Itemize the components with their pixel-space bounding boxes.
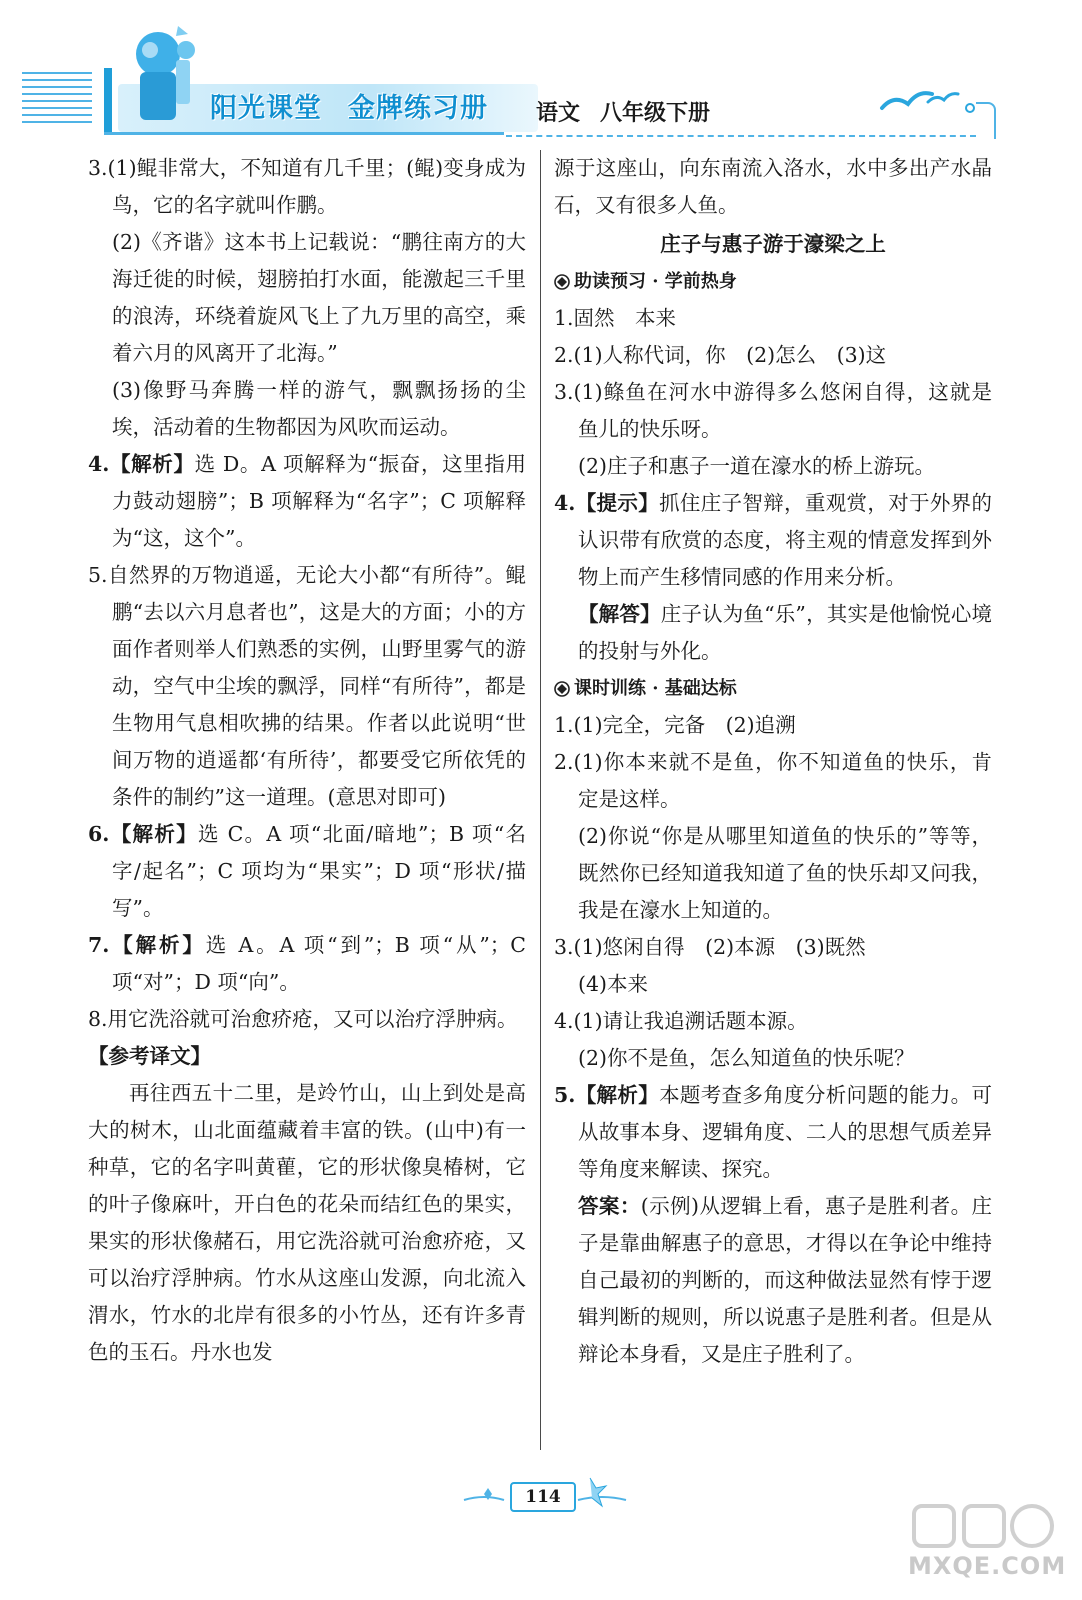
answer-item (88, 150, 526, 224)
answer-text: (2)你说“你是从哪里知道鱼的快乐的”等等，既然你已经知道我知道了鱼的快乐却又问我，我是在濠水上知道的。 (578, 824, 992, 922)
answer-tag: 7.【解析】 (88, 933, 206, 957)
answer-item (554, 1188, 992, 1373)
answer-item (554, 966, 992, 1003)
answer-text: 3.(1)鲲非常大，不知道有几千里；(鲲)变身成为鸟，它的名字就叫作鹏。 (88, 156, 526, 217)
answer-tag: 【参考译文】 (88, 1044, 211, 1068)
mascot-icon (118, 20, 208, 132)
answer-item (88, 816, 526, 927)
answer-text: 再往西五十二里，是竛竹山，山上到处是高大的树木，山北面蕴藏着丰富的铁。(山中)有一种草，它的名字叫黄雚，它的形状像臭椿树，它的叶子像麻叶，开白色的花朵而结红色的果实，果实的形状像赭石，用它洗浴就可治愈疥疮，又可以治疗浮肿病。竹水从这座山发源，向北流入渭水，竹水的北岸有很多的小竹丛，还有许多青色的玉石。丹水也发 (88, 1081, 526, 1364)
answer-text: 抓住庄子智辩，重观赏，对于外界的认识带有欣赏的态度，将主观的情意发挥到外物上而产生移情同感的作用来分析。 (578, 491, 993, 589)
subject: 语文 (536, 100, 581, 126)
answer-item (88, 1075, 526, 1371)
answer-item (88, 224, 526, 372)
answer-item (554, 337, 992, 374)
section-title-text: 庄子与惠子游于濠梁之上 (660, 232, 886, 256)
diamond-bullet-icon (554, 681, 570, 697)
answer-item (554, 300, 992, 337)
answer-tag: 4.【解析】 (88, 452, 195, 476)
answer-item (88, 557, 526, 816)
subsection-heading-text: 助读预习 · 学前热身 (574, 271, 737, 292)
answer-item (88, 1038, 526, 1075)
answer-text: 3.(1)鲦鱼在河水中游得多么悠闲自得，这就是鱼儿的快乐呀。 (554, 380, 992, 441)
answer-text: 2.(1)人称代词，你 (2)怎么 (3)这 (554, 343, 887, 367)
header-bar (104, 68, 112, 132)
watermark-logo-icon (908, 1500, 1058, 1556)
subject-label (536, 96, 710, 127)
answer-item (554, 929, 992, 966)
left-column (88, 150, 526, 1371)
watermark-text: MXQE.COM (908, 1552, 1067, 1580)
subsection-heading-text: 课时训练 · 基础达标 (574, 678, 737, 699)
page-number: 114 (510, 1482, 576, 1512)
answer-text: (2)庄子和惠子一道在濠水的桥上游玩。 (578, 454, 936, 478)
answer-tag: 4.【提示】 (554, 491, 660, 515)
answer-item (554, 485, 992, 596)
answer-text: 5.自然界的万物逍遥，无论大小都“有所待”。鲲鹏“去以六月息者也”，这是大的方面；小的方面作者则举人们熟悉的实例，山野里雾气的游动，空气中尘埃的飘浮，同样“有所待”，都是生物用气息相吹拂的结果。作者以此说明“世间万物的逍遥都‘有所待’，都要受它所依凭的条件的制约”这一道理。(意思对即可) (88, 563, 526, 809)
page-header (0, 0, 1082, 150)
page-footer (460, 1470, 630, 1516)
answer-item (554, 1077, 992, 1188)
answer-tag: 5.【解析】 (554, 1083, 660, 1107)
answer-text: 1.(1)完全，完备 (2)追溯 (554, 713, 796, 737)
answer-item (88, 927, 526, 1001)
brand-right: 金牌练习册 (348, 93, 488, 124)
answer-text: 2.(1)你本来就不是鱼，你不知道鱼的快乐，肯定是这样。 (554, 750, 992, 811)
subsection-heading (554, 670, 992, 707)
answer-text: (2)你不是鱼，怎么知道鱼的快乐呢？ (578, 1046, 915, 1070)
answer-text: (4)本来 (578, 972, 649, 996)
header-line (104, 132, 504, 135)
section-title (554, 226, 992, 263)
answer-item (554, 596, 992, 670)
answer-item (554, 707, 992, 744)
answer-text: 庄子认为鱼“乐”，其实是他愉悦心境的投射与外化。 (578, 602, 993, 663)
brand-left: 阳光课堂 (210, 93, 322, 124)
answer-tag: 6.【解析】 (88, 822, 198, 846)
answer-item (554, 744, 992, 818)
header-stripes (22, 72, 92, 128)
brand-title (210, 86, 488, 125)
answer-text: 1.固然 本来 (554, 306, 677, 330)
answer-item (554, 1040, 992, 1077)
grade: 八年级下册 (600, 100, 711, 126)
answer-text: (2)《齐谐》这本书上记载说：“鹏往南方的大海迁徙的时候，翅膀拍打水面，能激起三千里的浪涛，环绕着旋风飞上了九万里的高空，乘着六月的风离开了北海。” (112, 230, 526, 365)
subsection-heading (554, 263, 992, 300)
answer-tag: 答案： (578, 1194, 641, 1218)
answer-tag: 【解答】 (578, 602, 661, 626)
answer-text: (示例)从逻辑上看，惠子是胜利者。庄子是靠曲解惠子的意思，才得以在争论中维持自己最初的判断的，而这种做法显然有悖于逻辑判断的规则，所以说惠子是胜利者。但是从辩论本身看，又是庄子胜利了。 (578, 1194, 993, 1366)
column-divider (540, 150, 541, 1450)
answer-text: 本题考查多角度分析问题的能力。可从故事本身、逻辑角度、二人的思想气质差异等角度来解读、探究。 (578, 1083, 993, 1181)
answer-text: 源于这座山，向东南流入洛水，水中多出产水晶石，又有很多人鱼。 (554, 156, 992, 217)
answer-item (554, 818, 992, 929)
answer-item (88, 372, 526, 446)
answer-item (554, 448, 992, 485)
answer-text: (3)像野马奔腾一样的游气，飘飘扬扬的尘埃，活动着的生物都因为风吹而运动。 (112, 378, 526, 439)
answer-text: 选 C。A 项“北面/暗地”；B 项“名字/起名”；C 项均为“果实”；D 项“形状/描写”。 (112, 822, 526, 920)
watermark (908, 1500, 1067, 1592)
answer-text: 4.(1)请让我追溯话题本源。 (554, 1009, 808, 1033)
diamond-bullet-icon (554, 274, 570, 290)
answer-item (554, 374, 992, 448)
answer-item (554, 1003, 992, 1040)
answer-item (554, 150, 992, 224)
answer-text: 选 A。A 项“到”；B 项“从”；C 项“对”；D 项“向”。 (112, 933, 526, 994)
answer-text: 8.用它洗浴就可治愈疥疮，又可以治疗浮肿病。 (88, 1007, 518, 1031)
answer-item (88, 446, 526, 557)
birds-icon (872, 78, 982, 118)
answer-text: 3.(1)悠闲自得 (2)本源 (3)既然 (554, 935, 866, 959)
answer-text: 选 D。A 项解释为“振奋，这里指用力鼓动翅膀”；B 项解释为“名字”；C 项解释为“这，这个”。 (112, 452, 526, 550)
header-dashline (506, 135, 976, 137)
answer-item (88, 1001, 526, 1038)
right-column (554, 150, 992, 1373)
